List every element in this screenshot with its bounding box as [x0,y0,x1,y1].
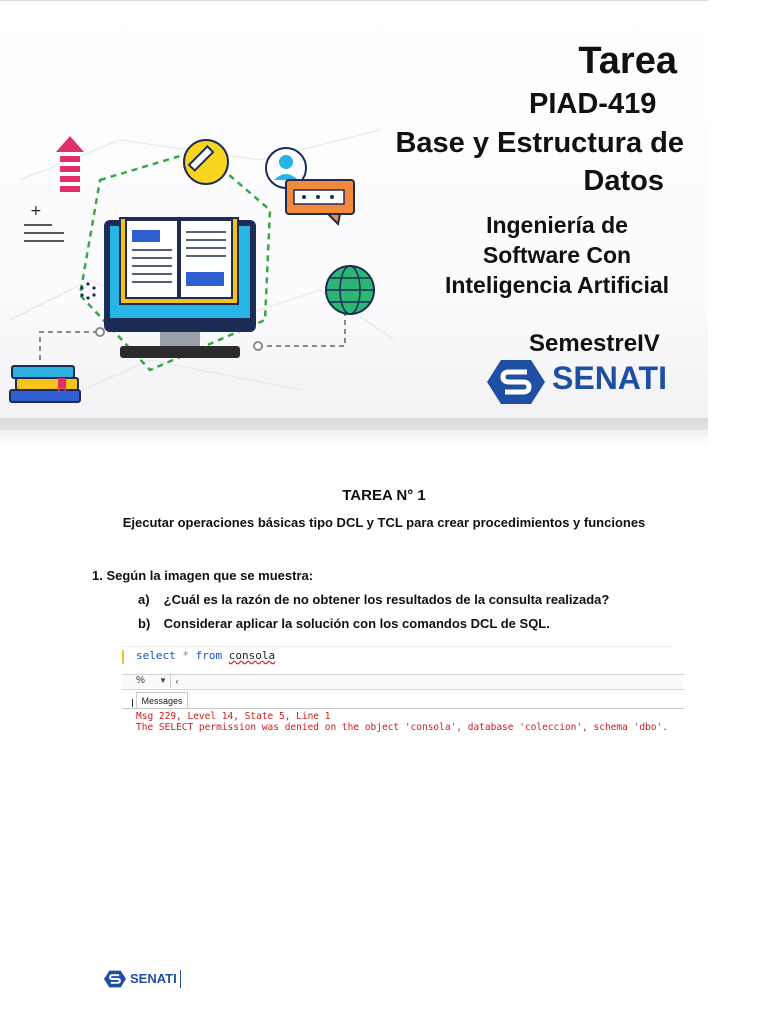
task-subtitle: Ejecutar operaciones básicas tipo DCL y TCL para crear procedimientos y funciones [122,515,646,530]
course-name-line-2: Datos [583,165,664,197]
footer-logo-mark [104,969,126,989]
course-name-line-1: Base y Estructura de [395,127,684,159]
cover-title: Tarea [578,40,677,82]
education-illustration [0,120,400,410]
error-line-1: Msg 229, Level 14, State 5, Line 1 [136,711,331,722]
zoom-bar [122,674,684,690]
item-b-text: Considerar aplicar la solución con los comandos DCL de SQL. [163,616,550,631]
item-b-letter: b) [138,616,151,631]
senati-logo-text: SENATI [552,360,667,396]
semester-label: SemestreIV [529,330,660,357]
sql-star: * [182,649,189,662]
item-a-text: ¿Cuál es la razón de no obtener los resultados de la consulta realizada? [163,592,610,607]
question-item-a [138,592,609,607]
sql-screenshot [122,644,684,738]
sql-query [136,649,275,662]
tab-messages[interactable]: Messages [136,692,188,709]
footer-divider [180,970,181,988]
item-a-letter: a) [138,592,150,607]
scroll-left-icon[interactable]: ‹ [175,676,179,686]
globe-icon [326,266,374,314]
pencil-icon [184,140,228,184]
books-stack-icon [10,366,80,402]
zoom-dropdown-icon[interactable]: ▼ [156,674,171,688]
book-icon [120,218,238,304]
course-code: PIAD-419 [529,88,657,120]
career-line-2: Software Con [482,242,632,268]
question-item-b [138,616,550,631]
career-line-3: Inteligencia Artificial [444,272,670,298]
career-name [432,210,682,300]
svg-text:+: + [30,203,42,219]
task-title: TAREA N° 1 [342,487,426,504]
tab-underline [122,708,684,709]
top-border [0,0,708,1]
footer-logo-text: SENATI [130,971,177,986]
zoom-level[interactable]: % [136,675,145,686]
course-name [364,124,684,200]
question-1: 1. Según la imagen que se muestra: [92,568,314,583]
sql-keyword-select: select [136,649,176,662]
chat-bubble-icon [286,180,354,224]
career-line-1: Ingeniería de [486,212,628,238]
banner-shadow [0,418,708,446]
sql-table-name: consola [228,649,276,662]
tab-divider [132,699,133,707]
senati-logo-mark [487,358,545,406]
sql-keyword-from: from [195,649,223,662]
error-line-2: The SELECT permission was denied on the object 'consola', database 'coleccion', schema 'dbo'. [136,722,668,733]
